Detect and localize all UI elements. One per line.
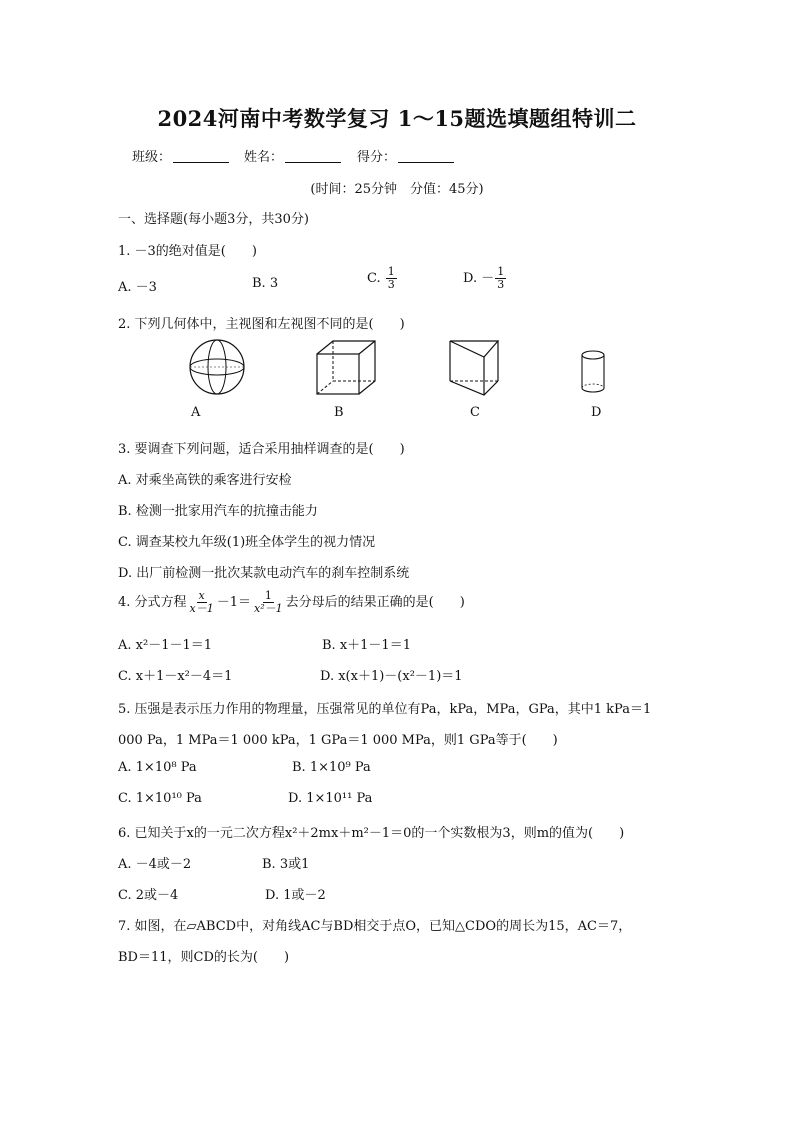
q4-option-b: B. x＋1－1＝1 [322, 638, 411, 653]
q4-fraction-2: $\frac{1}{\text{x²－1}}$ [254, 589, 283, 616]
q4-fraction-1: $\frac{x}{x-1}$ [189, 589, 214, 616]
q3-option-c: C. 调查某校九年级(1)班全体学生的视力情况 [118, 535, 376, 550]
q1-option-c [367, 266, 398, 291]
q1-c-prefix: C. [367, 271, 381, 287]
q4-option-d: D. x(x＋1)－(x²－1)＝1 [320, 669, 463, 684]
q6-stem: 6. 已知关于x的一元二次方程x²＋2mx＋m²－1＝0的一个实数根为3，则m的值为( ) [118, 826, 625, 841]
q3-stem: 3. 要调查下列问题，适合采用抽样调查的是( ) [118, 442, 405, 457]
q6-option-c: C. 2或－4 [118, 888, 179, 903]
q7-stem-line1: 7. 如图，在▱ABCD中，对角线AC与BD相交于点O，已知△CDO的周长为15，AC＝7， [118, 919, 632, 934]
class-label: 班级： [132, 150, 172, 165]
sphere-figure [186, 336, 248, 398]
section-heading: 一、选择题(每小题3分，共30分) [118, 212, 309, 227]
q6-option-a: A. －4或－2 [118, 857, 192, 872]
q5-stem-line2: 000 Pa，1 MPa＝1 000 kPa，1 GPa＝1 000 MPa，则1 GPa等于( ) [118, 733, 558, 748]
q4-option-c: C. x＋1－x²－4＝1 [118, 669, 233, 684]
q1-d-prefix: D. － [463, 271, 495, 287]
score-field [357, 146, 454, 165]
q1-stem: 1. －3的绝对值是( ) [118, 244, 257, 259]
score-label: 得分： [357, 150, 397, 165]
q2-label-a: A [191, 405, 201, 420]
name-label: 姓名： [244, 150, 284, 165]
q4-stem-suffix: 去分母后的结果正确的是( ) [285, 595, 465, 611]
q3-option-d: D. 出厂前检测一批次某款电动汽车的刹车控制系统 [118, 566, 410, 581]
q5-stem-line1: 5. 压强是表示压力作用的物理量，压强常见的单位有Pa，kPa，MPa，GPa，其中1 kPa＝1 [118, 702, 652, 717]
q4-option-a: A. x²－1－1＝1 [118, 638, 213, 653]
cube-figure [313, 338, 383, 398]
q3-option-a: A. 对乘坐高铁的乘客进行安检 [118, 473, 292, 488]
page-title: 2024河南中考数学复习 1～15题选填题组特训二 [157, 106, 637, 131]
prism-figure [444, 337, 504, 399]
q2-label-b: B [334, 405, 344, 420]
name-field [244, 146, 341, 165]
name-blank[interactable] [285, 150, 341, 163]
q5-option-b: B. 1×10⁹ Pa [292, 760, 371, 775]
q4-stem-mid: －1＝ [216, 595, 252, 611]
q2-label-d: D [591, 405, 602, 420]
score-blank[interactable] [398, 150, 454, 163]
q3-option-b: B. 检测一批家用汽车的抗撞击能力 [118, 504, 318, 519]
q2-label-c: C [470, 405, 480, 420]
q4-stem [118, 590, 465, 615]
q6-option-d: D. 1或－2 [265, 888, 326, 903]
q1-option-a: A. －3 [118, 280, 157, 295]
time-note: (时间：25分钟 分值：45分) [310, 182, 484, 197]
cylinder-figure [578, 348, 608, 398]
q6-option-b: B. 3或1 [262, 857, 310, 872]
class-field [132, 146, 229, 165]
q5-option-a: A. 1×10⁸ Pa [118, 760, 197, 775]
q4-stem-prefix: 4. 分式方程 [118, 595, 187, 611]
q5-option-c: C. 1×10¹⁰ Pa [118, 791, 202, 806]
q5-option-d: D. 1×10¹¹ Pa [288, 791, 373, 806]
q7-stem-line2: BD＝11，则CD的长为( ) [118, 950, 290, 965]
q2-stem: 2. 下列几何体中，主视图和左视图不同的是( ) [118, 317, 405, 332]
q1-c-fraction: $\frac{1}{3}$ [387, 265, 395, 292]
class-blank[interactable] [173, 150, 229, 163]
q1-option-b: B. 3 [252, 276, 279, 291]
q1-option-d [463, 266, 507, 291]
q1-d-fraction: $\frac{1}{3}$ [497, 265, 505, 292]
